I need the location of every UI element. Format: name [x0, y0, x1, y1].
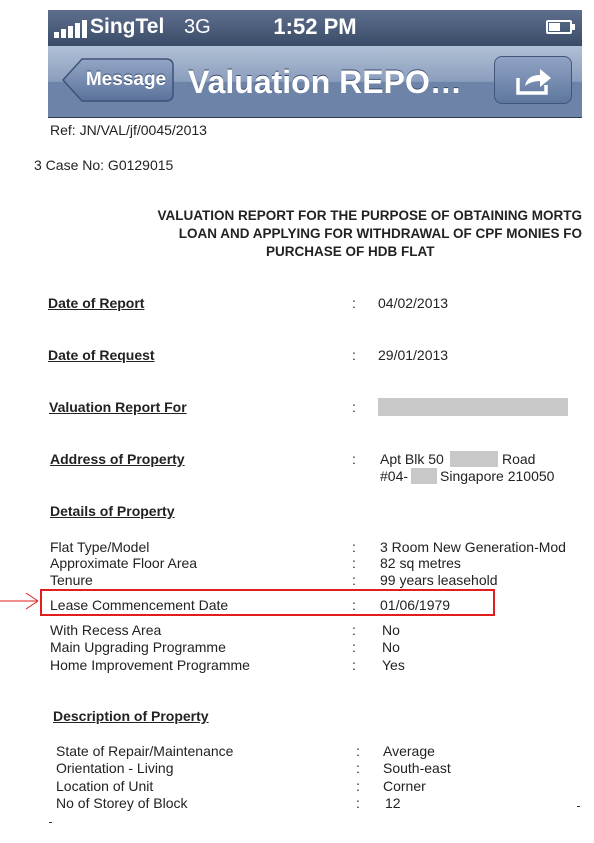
colon: : [352, 622, 356, 638]
description-value: Corner [383, 778, 426, 794]
carrier-name: SingTel [90, 15, 165, 38]
description-label: Orientation - Living [56, 760, 174, 776]
arrow-icon [0, 590, 42, 612]
detail-value: 99 years leasehold [380, 572, 498, 588]
date-of-report-label: Date of Report [48, 295, 145, 311]
detail-label: Approximate Floor Area [50, 555, 198, 571]
navigation-bar [48, 46, 582, 118]
description-label: Location of Unit [56, 778, 154, 794]
colon: : [352, 347, 356, 363]
detail-value: 3 Room New Generation-Mod [380, 539, 566, 555]
colon: : [352, 597, 356, 613]
detail-value: No [382, 639, 400, 655]
description-value: 12 [385, 795, 401, 811]
description-value: South-east [383, 760, 451, 776]
colon: : [352, 657, 356, 673]
details-heading: Details of Property [50, 503, 175, 519]
colon: : [352, 399, 356, 415]
page-edge-mark [49, 822, 52, 823]
colon: : [356, 743, 360, 759]
address-line2-prefix: #04- [380, 468, 409, 484]
share-icon [515, 66, 553, 96]
valuation-for-label: Valuation Report For [49, 399, 187, 415]
detail-value: No [382, 622, 400, 638]
document-view[interactable] [34, 118, 582, 825]
detail-label: Main Upgrading Programme [50, 639, 226, 655]
address-line1-prefix: Apt Blk 50 [380, 451, 444, 467]
colon: : [352, 539, 356, 555]
battery-icon [546, 20, 576, 36]
detail-label: With Recess Area [50, 622, 162, 638]
page-edge-mark [577, 806, 580, 807]
network-type: 3G [184, 16, 211, 38]
report-heading-line1: VALUATION REPORT FOR THE PURPOSE OF OBTAINING MORTG [157, 208, 582, 223]
redacted-unit [411, 468, 437, 484]
description-label: No of Storey of Block [56, 795, 188, 811]
colon: : [352, 451, 356, 467]
description-value: Average [383, 743, 435, 759]
date-of-report-value: 04/02/2013 [378, 295, 449, 311]
share-button[interactable] [494, 56, 572, 104]
nav-title: Valuation REPO… [188, 64, 462, 100]
case-number: 3 Case No: G0129015 [34, 157, 174, 173]
colon: : [352, 572, 356, 588]
redacted-street [450, 451, 498, 467]
phone-screen [34, 10, 582, 825]
colon: : [352, 639, 356, 655]
back-button[interactable] [62, 58, 174, 102]
date-of-request-value: 29/01/2013 [378, 347, 449, 363]
lease-date-highlight [40, 589, 495, 616]
address-line1-suffix: Road [502, 451, 536, 467]
colon: : [352, 555, 356, 571]
status-time: 1:52 PM [273, 14, 357, 39]
status-bar [48, 10, 582, 46]
address-line2-suffix: Singapore 210050 [440, 468, 555, 484]
detail-value: Yes [382, 657, 405, 673]
colon: : [356, 760, 360, 776]
description-label: State of Repair/Maintenance [56, 743, 234, 759]
detail-value: 82 sq metres [380, 555, 461, 571]
colon: : [352, 295, 356, 311]
colon: : [356, 795, 360, 811]
detail-label: Tenure [50, 572, 93, 588]
reference-number: Ref: JN/VAL/jf/0045/2013 [50, 122, 207, 138]
redacted-name [378, 398, 568, 416]
back-button-label: Message [85, 69, 167, 90]
detail-value-lease-commencement: 01/06/1979 [380, 597, 451, 613]
report-heading-line3: PURCHASE OF HDB FLAT [266, 244, 435, 259]
report-heading-line2: LOAN AND APPLYING FOR WITHDRAWAL OF CPF MONIES FO [178, 226, 582, 241]
description-heading: Description of Property [53, 708, 209, 724]
address-label: Address of Property [50, 451, 185, 467]
detail-label-lease-commencement: Lease Commencement Date [50, 597, 229, 613]
colon: : [356, 778, 360, 794]
detail-label: Home Improvement Programme [50, 657, 250, 673]
detail-label: Flat Type/Model [50, 539, 150, 555]
date-of-request-label: Date of Request [48, 347, 155, 363]
